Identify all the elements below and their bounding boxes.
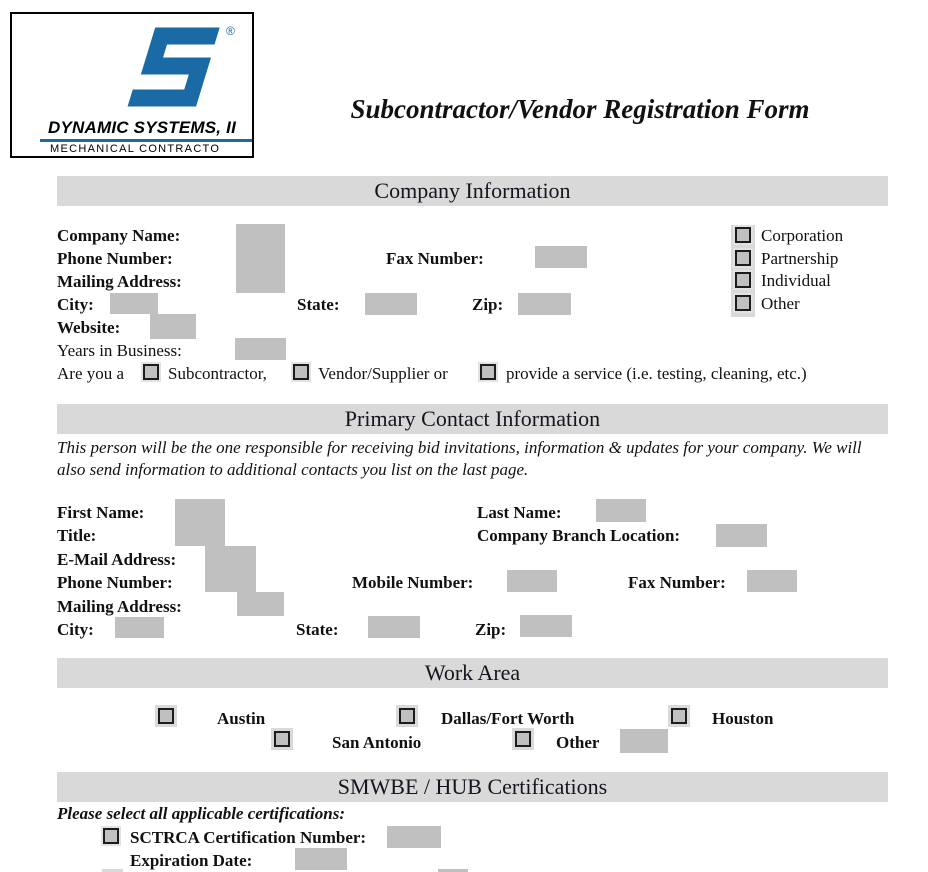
contact-state-field[interactable]	[368, 616, 420, 638]
company-phone-label: Phone Number:	[57, 249, 173, 268]
primary-contact-description: This person will be the one responsible for receiving bid invitations, information & updates for your company. We will also send information to additional contacts you list on the last page.	[57, 438, 862, 479]
other-work-area-label: Other	[556, 733, 600, 752]
contact-city-label: City:	[57, 620, 94, 639]
other-entity-checkbox[interactable]	[735, 295, 751, 311]
individual-checkbox[interactable]	[735, 272, 751, 288]
austin-label: Austin	[217, 709, 266, 728]
contact-zip-field[interactable]	[520, 615, 572, 637]
section-header-certifications: SMWBE / HUB Certifications	[57, 772, 888, 802]
email-label: E-Mail Address:	[57, 550, 177, 569]
company-name-label: Company Name:	[57, 226, 181, 245]
logo-s-icon	[88, 20, 244, 118]
company-fax-label: Fax Number:	[386, 249, 484, 268]
service-provider-checkbox[interactable]	[480, 364, 496, 380]
subcontractor-label: Subcontractor,	[168, 364, 267, 383]
contact-fax-label: Fax Number:	[628, 573, 726, 592]
company-website-label: Website:	[57, 318, 121, 337]
logo-company-name: DYNAMIC SYSTEMS, II	[48, 118, 236, 137]
contact-fax-field[interactable]	[747, 570, 797, 592]
logo-divider	[40, 139, 252, 142]
sctrca-number-field[interactable]	[387, 826, 441, 848]
sctrca-label: SCTRCA Certification Number:	[130, 828, 367, 847]
last-name-label: Last Name:	[477, 503, 562, 522]
form-title: Subcontractor/Vendor Registration Form	[350, 94, 810, 124]
company-city-label: City:	[57, 295, 94, 314]
other-work-area-field[interactable]	[620, 729, 668, 753]
houston-checkbox[interactable]	[671, 708, 687, 724]
section-header-company-information: Company Information	[57, 176, 888, 206]
section-header-primary-contact: Primary Contact Information	[57, 404, 888, 434]
company-mailing-label: Mailing Address:	[57, 272, 182, 291]
san-antonio-checkbox[interactable]	[274, 731, 290, 747]
years-in-business-field[interactable]	[235, 338, 286, 360]
individual-label: Individual	[761, 271, 831, 290]
email-phone-field[interactable]	[205, 546, 256, 592]
contact-phone-label: Phone Number:	[57, 573, 173, 592]
service-provider-label: provide a service (i.e. testing, cleaning, etc.)	[506, 364, 807, 383]
company-zip-field[interactable]	[518, 293, 571, 315]
company-state-field[interactable]	[365, 293, 417, 315]
are-you-a-label: Are you a	[57, 364, 125, 383]
contact-state-label: State:	[296, 620, 339, 639]
certifications-instruction: Please select all applicable certifications:	[57, 804, 345, 823]
years-in-business-label: Years in Business:	[57, 341, 182, 360]
branch-location-field[interactable]	[716, 524, 767, 547]
expiration-date-label: Expiration Date:	[130, 851, 253, 870]
partnership-checkbox[interactable]	[735, 250, 751, 266]
contact-title-label: Title:	[57, 526, 97, 545]
company-fax-field[interactable]	[535, 246, 587, 268]
branch-location-label: Company Branch Location:	[477, 526, 681, 545]
corporation-label: Corporation	[761, 226, 844, 245]
last-name-field[interactable]	[596, 499, 646, 522]
corporation-checkbox[interactable]	[735, 227, 751, 243]
section-header-work-area: Work Area	[57, 658, 888, 688]
logo-tagline: MECHANICAL CONTRACTO	[50, 143, 221, 155]
austin-checkbox[interactable]	[158, 708, 174, 724]
mobile-label: Mobile Number:	[352, 573, 474, 592]
contact-city-field[interactable]	[115, 617, 164, 638]
company-city-field[interactable]	[110, 293, 158, 314]
dallas-fort-worth-label: Dallas/Fort Worth	[441, 709, 575, 728]
houston-label: Houston	[712, 709, 774, 728]
expiration-date-field[interactable]	[295, 848, 347, 870]
registered-mark: ®	[226, 24, 235, 38]
san-antonio-label: San Antonio	[332, 733, 422, 752]
company-name-phone-address-field[interactable]	[236, 224, 285, 293]
mobile-number-field[interactable]	[507, 570, 557, 592]
contact-zip-label: Zip:	[475, 620, 507, 639]
vendor-supplier-label: Vendor/Supplier or	[318, 364, 448, 383]
dallas-fort-worth-checkbox[interactable]	[399, 708, 415, 724]
contact-mailing-field[interactable]	[237, 592, 284, 616]
company-logo	[10, 12, 254, 158]
company-zip-label: Zip:	[472, 295, 504, 314]
sctrca-checkbox[interactable]	[103, 828, 119, 844]
first-name-title-field[interactable]	[175, 499, 225, 546]
company-state-label: State:	[297, 295, 340, 314]
first-name-label: First Name:	[57, 503, 145, 522]
subcontractor-checkbox[interactable]	[143, 364, 159, 380]
other-work-area-checkbox[interactable]	[515, 731, 531, 747]
contact-mailing-label: Mailing Address:	[57, 597, 182, 616]
vendor-supplier-checkbox[interactable]	[293, 364, 309, 380]
partnership-label: Partnership	[761, 249, 839, 268]
company-website-field[interactable]	[150, 314, 196, 339]
other-entity-label: Other	[761, 294, 800, 313]
